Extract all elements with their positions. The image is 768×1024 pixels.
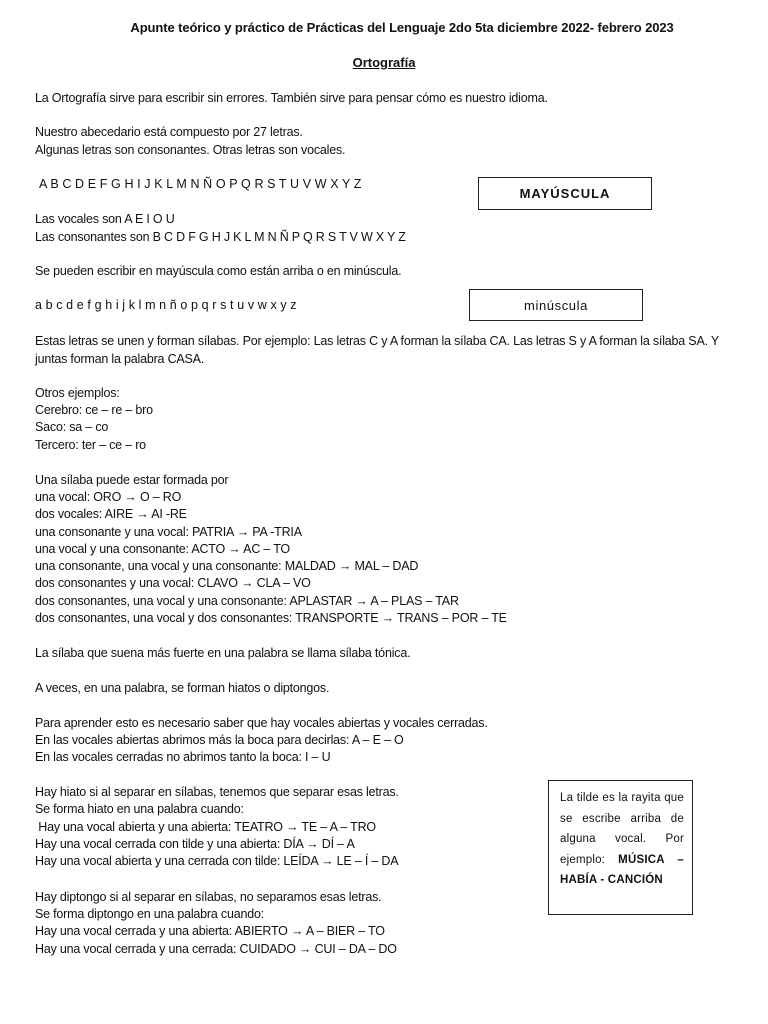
example-line: una consonante y una vocal: PATRIA → PA -TRIA — [35, 525, 302, 539]
tilde-note-examples: MÚSICA – HABÍA - CANCIÓN — [560, 853, 684, 886]
uppercase-alphabet: A B C D E F G H I J K L M N Ñ O P Q R S T U V W X Y Z — [39, 177, 362, 191]
paragraph-line: En las vocales abiertas abrimos más la boca para decirlas: A – E – O — [35, 733, 404, 747]
mayuscula-label-box: MAYÚSCULA — [478, 177, 652, 210]
paragraph-line: Hay hiato si al separar en sílabas, tenemos que separar esas letras. — [35, 785, 399, 799]
example-line: Hay una vocal cerrada y una cerrada: CUIDADO → CUI – DA – DO — [35, 942, 397, 956]
example-line: una consonante, una vocal y una consonante: MALDAD → MAL – DAD — [35, 559, 419, 573]
minuscula-label-box: minúscula — [469, 289, 643, 321]
tilde-note-text: La tilde es la rayita que se escribe arriba de alguna vocal. Por ejemplo: — [560, 792, 684, 866]
paragraph-line: Se forma hiato en una palabra cuando: — [35, 802, 244, 816]
paragraph-line: Algunas letras son consonantes. Otras letras son vocales. — [35, 143, 346, 157]
paragraph-line: Hay diptongo si al separar en sílabas, no separamos esas letras. — [35, 890, 382, 904]
paragraph-line: juntas forman la palabra CASA. — [35, 352, 205, 366]
paragraph-line: Las vocales son A E I O U — [35, 212, 175, 226]
example-line: Cerebro: ce – re – bro — [35, 403, 153, 417]
example-line: dos vocales: AIRE → AI -RE — [35, 507, 187, 521]
paragraph-line: La Ortografía sirve para escribir sin errores. También sirve para pensar cómo es nuestro idioma. — [35, 91, 548, 105]
example-line: una vocal: ORO → O – RO — [35, 490, 182, 504]
example-line: dos consonantes, una vocal y una consonante: APLASTAR → A – PLAS – TAR — [35, 594, 459, 608]
tilde-note-box — [548, 780, 693, 915]
lowercase-alphabet: a b c d e f g h i j k l m n ñ o p q r s t u v w x y z — [35, 298, 297, 312]
example-line: Saco: sa – co — [35, 420, 109, 434]
paragraph-line: Nuestro abecedario está compuesto por 27 letras. — [35, 125, 303, 139]
example-line: dos consonantes, una vocal y dos consonantes: TRANSPORTE → TRANS – POR – TE — [35, 611, 507, 625]
paragraph-line: Para aprender esto es necesario saber que hay vocales abiertas y vocales cerradas. — [35, 716, 488, 730]
example-line: Tercero: ter – ce – ro — [35, 438, 146, 452]
example-line: Hay una vocal cerrada y una abierta: ABIERTO → A – BIER – TO — [35, 924, 385, 938]
paragraph-line: Se forma diptongo en una palabra cuando: — [35, 907, 264, 921]
paragraph-line: Una sílaba puede estar formada por — [35, 473, 229, 487]
paragraph-line: En las vocales cerradas no abrimos tanto la boca: I – U — [35, 750, 331, 764]
section-title: Ortografía — [352, 55, 416, 70]
paragraph-line: Estas letras se unen y forman sílabas. Por ejemplo: Las letras C y A forman la sílaba CA. Las letras S y A forman la sílaba SA. Y — [35, 334, 720, 348]
example-line: una vocal y una consonante: ACTO → AC – TO — [35, 542, 290, 556]
paragraph-line: La sílaba que suena más fuerte en una palabra se llama sílaba tónica. — [35, 646, 411, 660]
paragraph-line: A veces, en una palabra, se forman hiatos o diptongos. — [35, 681, 330, 695]
example-line: Hay una vocal cerrada con tilde y una abierta: DÍA → DÍ – A — [35, 837, 355, 851]
document-title: Apunte teórico y práctico de Prácticas del Lenguaje 2do 5ta diciembre 2022- febrero 2023 — [130, 20, 674, 35]
example-line: Hay una vocal abierta y una cerrada con tilde: LEÍDA → LE – Í – DA — [35, 854, 399, 868]
paragraph-line: Se pueden escribir en mayúscula como están arriba o en minúscula. — [35, 264, 402, 278]
paragraph-line: Las consonantes son B C D F G H J K L M N Ñ P Q R S T V W X Y Z — [35, 230, 406, 244]
paragraph-line: Otros ejemplos: — [35, 386, 120, 400]
example-line: Hay una vocal abierta y una abierta: TEATRO → TE – A – TRO — [35, 820, 376, 834]
example-line: dos consonantes y una vocal: CLAVO → CLA – VO — [35, 576, 311, 590]
